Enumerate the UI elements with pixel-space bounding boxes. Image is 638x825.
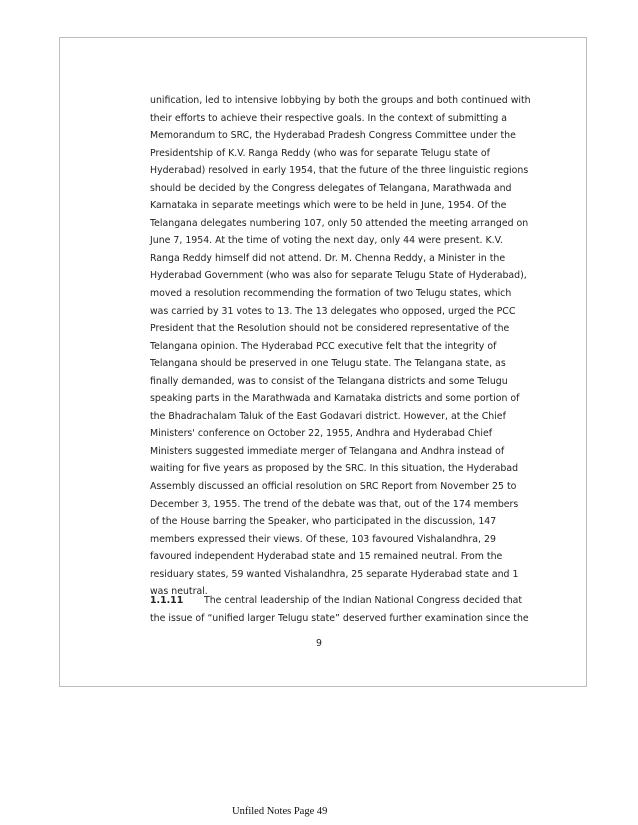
body-line: Ranga Reddy himself did not attend. Dr. M. Chenna Reddy, a Minister in the — [150, 252, 506, 264]
body-line: June 7, 1954. At the time of voting the next day, only 44 were present. K.V. — [150, 235, 503, 247]
body-line: moved a resolution recommending the formation of two Telugu states, which — [150, 288, 512, 300]
body-line: Memorandum to SRC, the Hyderabad Pradesh Congress Committee under the — [150, 130, 516, 142]
section-number: 1.1.11 — [150, 595, 184, 606]
body-line: favoured independent Hyderabad state and 15 remained neutral. From the — [150, 551, 503, 563]
body-line: Telangana delegates numbering 107, only 50 attended the meeting arranged on — [150, 217, 529, 229]
section-line-1 — [150, 592, 523, 610]
body-line: Assembly discussed an official resolution on SRC Report from November 25 to — [150, 481, 517, 493]
body-line: December 3, 1955. The trend of the debate was that, out of the 174 members — [150, 498, 519, 510]
body-line: was carried by 31 votes to 13. The 13 delegates who opposed, urged the PCC — [150, 305, 516, 317]
body-line: Ministers suggested immediate merger of Telangana and Andhra instead of — [150, 445, 505, 457]
footer-label: Unfiled Notes Page 49 — [232, 806, 328, 817]
page-number: 9 — [316, 638, 322, 649]
body-line: unification, led to intensive lobbying by both the groups and both continued with — [150, 95, 531, 106]
body-line: Hyderabad) resolved in early 1954, that the future of the three linguistic regions — [150, 165, 529, 177]
body-line: Telangana opinion. The Hyderabad PCC executive felt that the integrity of — [150, 340, 497, 352]
body-line: the Bhadrachalam Taluk of the East Godavari district. However, at the Chief — [150, 410, 506, 422]
body-line: of the House barring the Speaker, who participated in the discussion, 147 — [150, 516, 497, 528]
section-1-1-11 — [150, 592, 529, 627]
body-line: should be decided by the Congress delegates of Telangana, Marathwada and — [150, 182, 512, 194]
body-line: President that the Resolution should not be considered representative of the — [150, 323, 510, 335]
body-line: Presidentship of K.V. Ranga Reddy (who was for separate Telugu state of — [150, 147, 490, 159]
body-line: was neutral. — [150, 586, 208, 598]
body-line: speaking parts in the Marathwada and Karnataka districts and some portion of — [150, 393, 520, 405]
body-line: Telangana should be preserved in one Telugu state. The Telangana state, as — [150, 358, 506, 370]
body-line: finally demanded, was to consist of the Telangana districts and some Telugu — [150, 375, 508, 387]
body-line: Karnataka in separate meetings which were to be held in June, 1954. Of the — [150, 200, 507, 212]
body-line: waiting for five years as proposed by the SRC. In this situation, the Hyderabad — [150, 463, 519, 475]
body-line: members expressed their views. Of these, 103 favoured Vishalandhra, 29 — [150, 533, 496, 545]
section-text-line-1: The central leadership of the Indian National Congress decided that — [204, 595, 523, 606]
body-line: Ministers' conference on October 22, 1955, Andhra and Hyderabad Chief — [150, 428, 493, 440]
section-text-line-2: the issue of “unified larger Telugu state” deserved further examination since the — [150, 612, 529, 624]
body-line: residuary states, 59 wanted Vishalandhra, 25 separate Hyderabad state and 1 — [150, 568, 519, 580]
body-line: their efforts to achieve their respective goals. In the context of submitting a — [150, 112, 508, 124]
body-line: Hyderabad Government (who was also for separate Telugu State of Hyderabad), — [150, 270, 527, 282]
